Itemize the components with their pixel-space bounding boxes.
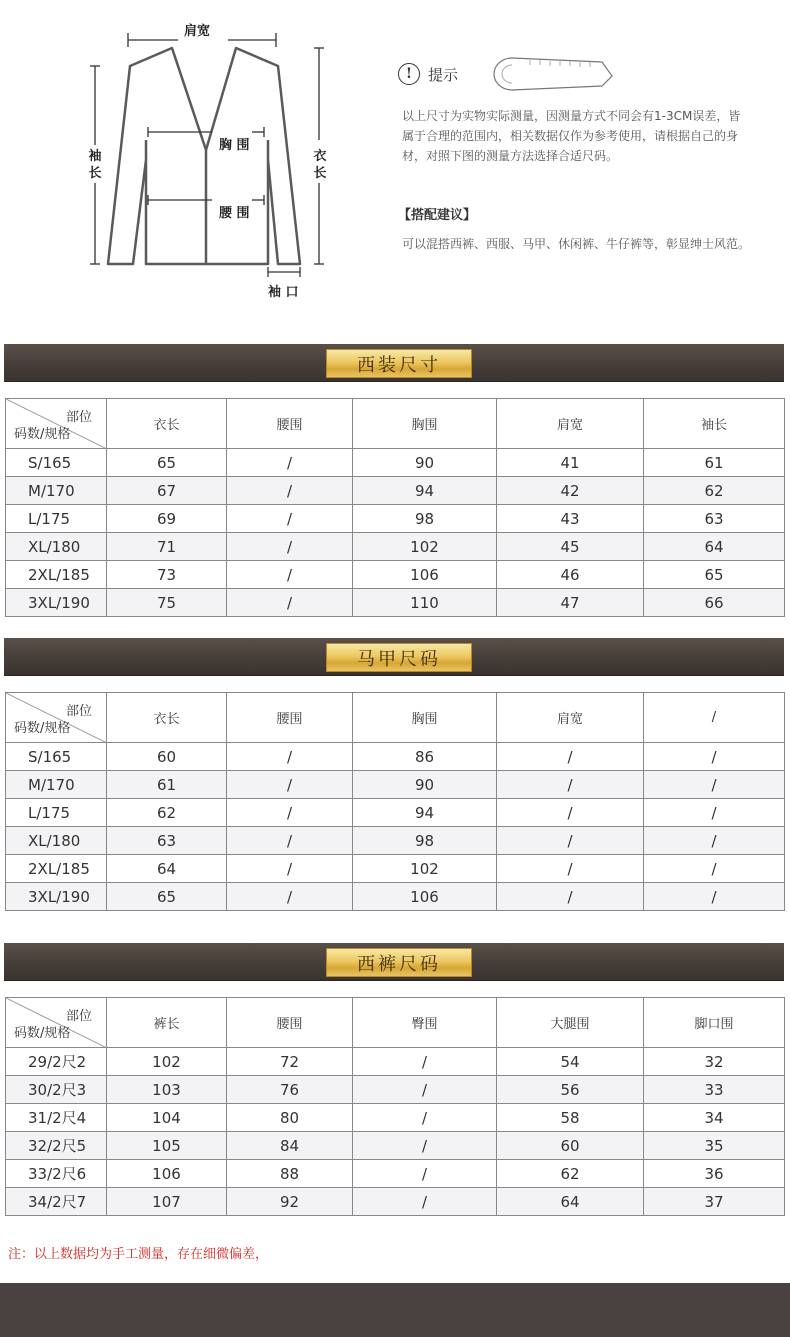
size-cell: 2XL/185 (6, 561, 107, 589)
tips-text: 以上尺寸为实物实际测量，因测量方式不同会有1-3CM误差，皆属于合理的范围内，相关数据仅作为参考使用，请根据自己的身材，对照下图的测量方法选择合适尺码。 (402, 109, 741, 163)
value-cell: / (227, 505, 353, 533)
table-corner-cell (6, 399, 107, 449)
value-cell: 65 (644, 561, 785, 589)
size-cell: S/165 (6, 449, 107, 477)
sleeve-length-label: 袖长 (88, 149, 102, 181)
column-header: 裤长 (107, 998, 227, 1048)
table-row (6, 505, 785, 533)
value-cell: 75 (107, 589, 227, 617)
value-cell: / (353, 1104, 497, 1132)
table-row (6, 533, 785, 561)
value-cell: 33 (644, 1076, 785, 1104)
value-cell: 80 (227, 1104, 353, 1132)
exclamation-icon: ! (398, 63, 420, 85)
value-cell: / (497, 799, 644, 827)
table-row (6, 1188, 785, 1216)
value-cell: 60 (107, 743, 227, 771)
value-cell: 62 (497, 1160, 644, 1188)
value-cell: / (353, 1076, 497, 1104)
vest-section-banner (4, 638, 784, 676)
value-cell: 107 (107, 1188, 227, 1216)
value-cell: 72 (227, 1048, 353, 1076)
value-cell: 32 (644, 1048, 785, 1076)
vest-section-title: 马甲尺码 (326, 643, 472, 672)
value-cell: / (227, 449, 353, 477)
value-cell: 106 (107, 1160, 227, 1188)
table-row (6, 743, 785, 771)
table-corner-cell (6, 998, 107, 1048)
value-cell: / (227, 589, 353, 617)
table-row (6, 1048, 785, 1076)
table-row (6, 771, 785, 799)
value-cell: 102 (107, 1048, 227, 1076)
size-cell: 34/2尺7 (6, 1188, 107, 1216)
value-cell: 62 (644, 477, 785, 505)
value-cell: / (227, 477, 353, 505)
table-header-row (6, 693, 785, 743)
table-row (6, 1132, 785, 1160)
size-cell: 30/2尺3 (6, 1076, 107, 1104)
value-cell: 64 (107, 855, 227, 883)
table-row (6, 1104, 785, 1132)
table-row (6, 1160, 785, 1188)
value-cell: 94 (353, 799, 497, 827)
value-cell: 69 (107, 505, 227, 533)
corner-size-label: 码数/规格 (14, 1026, 71, 1041)
size-cell: S/165 (6, 743, 107, 771)
value-cell: / (497, 855, 644, 883)
value-cell: 92 (227, 1188, 353, 1216)
size-cell: 3XL/190 (6, 883, 107, 911)
column-header: 腰围 (227, 998, 353, 1048)
size-cell: M/170 (6, 771, 107, 799)
table-row (6, 799, 785, 827)
suit-section-banner (4, 344, 784, 382)
value-cell: / (227, 855, 353, 883)
waist-label: 腰 围 (219, 206, 250, 221)
value-cell: 56 (497, 1076, 644, 1104)
column-header: 脚口围 (644, 998, 785, 1048)
column-header: 衣长 (107, 399, 227, 449)
corner-part-label: 部位 (65, 704, 92, 719)
corner-part-label: 部位 (65, 410, 92, 425)
body-length-label: 衣长 (313, 149, 327, 181)
value-cell: 90 (353, 771, 497, 799)
value-cell: 98 (353, 827, 497, 855)
value-cell: / (227, 533, 353, 561)
value-cell: 46 (497, 561, 644, 589)
value-cell: / (644, 771, 785, 799)
value-cell: 63 (107, 827, 227, 855)
value-cell: 34 (644, 1104, 785, 1132)
value-cell: 84 (227, 1132, 353, 1160)
value-cell: / (644, 855, 785, 883)
shoulder-width-label: 肩宽 (184, 24, 211, 39)
value-cell: / (497, 771, 644, 799)
matching-advice-text: 可以混搭西裤、西服、马甲、休闲裤、牛仔裤等，彰显绅士风范。 (402, 237, 751, 251)
value-cell: / (644, 883, 785, 911)
column-header: 胸围 (353, 399, 497, 449)
value-cell: 73 (107, 561, 227, 589)
size-cell: 3XL/190 (6, 589, 107, 617)
value-cell: / (353, 1048, 497, 1076)
column-header: 大腿围 (497, 998, 644, 1048)
value-cell: / (353, 1160, 497, 1188)
table-row (6, 589, 785, 617)
value-cell: 106 (353, 561, 497, 589)
table-row (6, 561, 785, 589)
value-cell: 86 (353, 743, 497, 771)
value-cell: 42 (497, 477, 644, 505)
table-row (6, 477, 785, 505)
value-cell: 106 (353, 883, 497, 911)
tips-header (398, 62, 458, 86)
size-cell: 32/2尺5 (6, 1132, 107, 1160)
size-cell: L/175 (6, 505, 107, 533)
cuff-label: 袖 口 (268, 285, 299, 300)
value-cell: / (227, 883, 353, 911)
table-corner-cell (6, 693, 107, 743)
value-cell: 98 (353, 505, 497, 533)
matching-advice-title: 【搭配建议】 (398, 208, 477, 223)
column-header: 腰围 (227, 399, 353, 449)
value-cell: 71 (107, 533, 227, 561)
value-cell: / (644, 799, 785, 827)
chest-label: 胸 围 (219, 138, 250, 153)
footer-bar (0, 1283, 790, 1337)
pants-section-banner (4, 943, 784, 981)
tips-title: 提示 (428, 65, 459, 84)
measurement-note: 注：以上数据均为手工测量，存在细微偏差， (8, 1247, 269, 1262)
value-cell: 103 (107, 1076, 227, 1104)
pants-size-table (5, 997, 785, 1216)
size-cell: XL/180 (6, 827, 107, 855)
size-cell: 33/2尺6 (6, 1160, 107, 1188)
value-cell: / (497, 827, 644, 855)
value-cell: 76 (227, 1076, 353, 1104)
size-cell: 2XL/185 (6, 855, 107, 883)
column-header: / (644, 693, 785, 743)
value-cell: 67 (107, 477, 227, 505)
value-cell: / (353, 1132, 497, 1160)
corner-part-label: 部位 (65, 1009, 92, 1024)
value-cell: / (353, 1188, 497, 1216)
table-header-row (6, 998, 785, 1048)
value-cell: 64 (497, 1188, 644, 1216)
value-cell: 45 (497, 533, 644, 561)
value-cell: 90 (353, 449, 497, 477)
value-cell: / (644, 743, 785, 771)
value-cell: 47 (497, 589, 644, 617)
value-cell: 36 (644, 1160, 785, 1188)
value-cell: 110 (353, 589, 497, 617)
value-cell: 65 (107, 883, 227, 911)
size-cell: 29/2尺2 (6, 1048, 107, 1076)
value-cell: 35 (644, 1132, 785, 1160)
column-header: 袖长 (644, 399, 785, 449)
value-cell: 54 (497, 1048, 644, 1076)
column-header: 肩宽 (497, 399, 644, 449)
value-cell: 62 (107, 799, 227, 827)
value-cell: / (227, 743, 353, 771)
corner-size-label: 码数/规格 (14, 427, 71, 442)
value-cell: 88 (227, 1160, 353, 1188)
value-cell: / (227, 771, 353, 799)
column-header: 胸围 (353, 693, 497, 743)
value-cell: / (227, 799, 353, 827)
table-row (6, 449, 785, 477)
corner-size-label: 码数/规格 (14, 721, 71, 736)
value-cell: 104 (107, 1104, 227, 1132)
column-header: 臀围 (353, 998, 497, 1048)
value-cell: / (644, 827, 785, 855)
value-cell: / (497, 743, 644, 771)
table-row (6, 855, 785, 883)
value-cell: 41 (497, 449, 644, 477)
value-cell: 61 (644, 449, 785, 477)
table-row (6, 883, 785, 911)
vest-size-table (5, 692, 785, 911)
column-header: 腰围 (227, 693, 353, 743)
value-cell: 43 (497, 505, 644, 533)
value-cell: 105 (107, 1132, 227, 1160)
column-header: 衣长 (107, 693, 227, 743)
value-cell: 94 (353, 477, 497, 505)
suit-size-table (5, 398, 785, 617)
value-cell: 63 (644, 505, 785, 533)
pants-section-title: 西裤尺码 (326, 948, 472, 977)
suit-section-title: 西装尺寸 (326, 349, 472, 378)
value-cell: 64 (644, 533, 785, 561)
value-cell: 102 (353, 533, 497, 561)
size-cell: XL/180 (6, 533, 107, 561)
column-header: 肩宽 (497, 693, 644, 743)
value-cell: 66 (644, 589, 785, 617)
size-cell: M/170 (6, 477, 107, 505)
value-cell: 102 (353, 855, 497, 883)
tape-measure-icon (490, 54, 615, 94)
value-cell: 60 (497, 1132, 644, 1160)
value-cell: 58 (497, 1104, 644, 1132)
table-row (6, 827, 785, 855)
value-cell: / (497, 883, 644, 911)
size-cell: 31/2尺4 (6, 1104, 107, 1132)
size-diagram (0, 0, 790, 330)
value-cell: / (227, 827, 353, 855)
table-row (6, 1076, 785, 1104)
value-cell: 37 (644, 1188, 785, 1216)
value-cell: / (227, 561, 353, 589)
value-cell: 65 (107, 449, 227, 477)
size-cell: L/175 (6, 799, 107, 827)
value-cell: 61 (107, 771, 227, 799)
table-header-row (6, 399, 785, 449)
